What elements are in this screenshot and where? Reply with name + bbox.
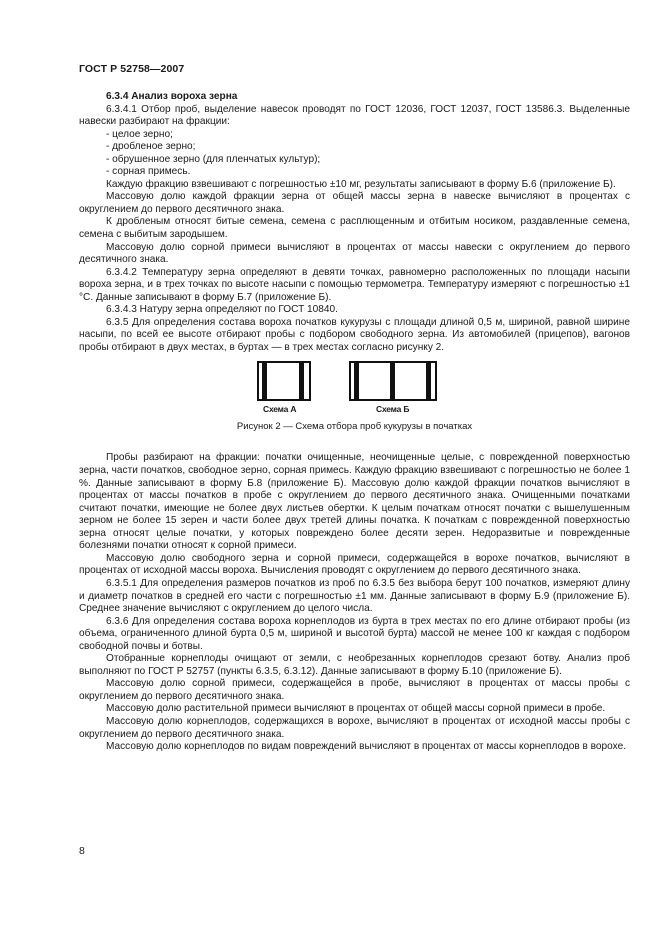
standard-header: ГОСТ Р 52758—2007 [79, 63, 185, 75]
paragraph: Пробы разбирают на фракции: початки очищенные, неочищенные целые, с поврежденной поверхностью зерна, части початков, свободное зерно, сорная примесь. Каждую фракцию взвешивают с погрешностью не более 1 %. Данные записывают в форму Б.8 (приложение Б). Массовую долю каждой фракции початков вычисляют в процентах от массы початков в пробе с округлением до первого десятичного знака. Очищенными початками считают початки, имеющие не более двух листьев обертки. К целым початкам относят початки с вышелушенным зерном не более 15 зерен и части более двух третей длины початка. К початкам с поврежденной поверхностью зерна относят целые початки, у которых повреждено более десяти зерен. Недоразвитые и поврежденные болезнями початки относят к сорной примеси. [79, 452, 630, 552]
scheme-b-diagram [349, 361, 437, 401]
list-item: - обрушенное зерно (для пленчатых культур); [106, 153, 321, 165]
sampling-point [354, 363, 359, 399]
paragraph: Отобранные корнеплоды очищают от земли, с необрезанных корнеплодов срезают ботву. Анализ проб выполняют по ГОСТ Р 52757 (пункты 6.3.5, 6.3.12). Данные записывают в форму Б.10 (приложение Б). [79, 653, 630, 677]
paragraph: 6.3.5.1 Для определения размеров початков из проб по 6.3.5 без выбора берут 100 початков, измеряют длину и диаметр початков в средней его части с погрешностью ±1 мм. Данные записывают в форму Б.9 (приложение Б). Среднее значение вычисляют с округлением до целого числа. [79, 577, 630, 615]
sampling-point [299, 363, 304, 399]
list-item: - дробленое зерно; [106, 141, 196, 153]
paragraph: Массовую долю свободного зерна и сорной примеси, содержащейся в ворохе початков, вычисляют в процентах от исходной массы вороха. Вычисления проводят с округлением до первого десятичного знака. [79, 552, 630, 577]
scheme-a-label: Схема А [263, 404, 297, 415]
figure-2 [79, 359, 630, 452]
paragraph: Массовую долю сорной примеси вычисляют в процентах от массы навески с округлением до первого десятичного знака. [79, 241, 630, 266]
section-title: 6.3.4 Анализ вороха зерна [106, 91, 238, 102]
page-body [79, 91, 630, 754]
paragraph: Массовую долю растительной примеси вычисляют в процентах от общей массы сорной примеси в пробе. [106, 703, 606, 715]
scheme-a-diagram [257, 361, 311, 401]
sampling-point [426, 363, 431, 399]
sampling-point [390, 363, 395, 399]
paragraph: 6.3.5 Для определения состава вороха початков кукурузы с площади длиной 0,5 м, шириной, равной ширине насыпи, по всей ее высоте отбирают пробы с подбором свободного зерна. Из автомобилей (прицепов), вагонов пробы отбирают в двух местах, в буртах — в трех местах согласно рисунку 2. [79, 316, 630, 353]
sampling-point [262, 363, 267, 399]
paragraph: 6.3.4.3 Натуру зерна определяют по ГОСТ 10840. [106, 304, 338, 316]
paragraph: 6.3.4.1 Отбор проб, выделение навесок проводят по ГОСТ 12036, ГОСТ 12037, ГОСТ 13586.3. Выделенные навески разбирают на фракции: [79, 103, 630, 128]
paragraph: К дробленым относят битые семена, семена с расплющенным и отбитым носиком, раздавленные семена, семена с выбитым зародышем. [79, 216, 630, 241]
scheme-b-label: Схема Б [376, 404, 410, 415]
figure-caption: Рисунок 2 — Схема отбора проб кукурузы в початках [236, 421, 473, 433]
paragraph: 6.3.6 Для определения состава вороха корнеплодов из бурта в трех местах по его длине отбирают пробы (из объема, ограниченного длиной бурта 0,5 м, шириной и высотой бурта) массой не менее 100 кг каждая с подбором свободной почвы и ботвы. [79, 615, 630, 652]
list-item: - целое зерно; [106, 128, 173, 140]
paragraph: Массовую долю корнеплодов, содержащихся в ворохе, вычисляют в процентах от исходной массы пробы с округлением до первого десятичного знака. [79, 715, 630, 740]
paragraph: 6.3.4.2 Температуру зерна определяют в девяти точках, равномерно расположенных по площади насыпи вороха зерна, и в трех точках по высоте насыпи с помощью термометра. Температуру измеряют с погрешностью ±1 °С. Данные записывают в форму Б.7 (приложение Б). [79, 266, 630, 303]
paragraph: Массовую долю сорной примеси, содержащейся в пробе, вычисляют в процентах от массы пробы с округлением до первого десятичного знака. [79, 678, 630, 702]
page-number: 8 [79, 845, 85, 857]
paragraph: Массовую долю корнеплодов по видам повреждений вычисляют в процентах от массы корнеплодов в ворохе. [106, 741, 627, 753]
list-item: - сорная примесь. [106, 166, 191, 178]
paragraph: Массовую долю каждой фракции зерна от общей массы зерна в навеске вычисляют в процентах с округлением до первого десятичного знака. [79, 191, 630, 215]
paragraph: Каждую фракцию взвешивают с погрешностью ±10 мг, результаты записывают в форму Б.6 (приложение Б). [106, 178, 616, 190]
